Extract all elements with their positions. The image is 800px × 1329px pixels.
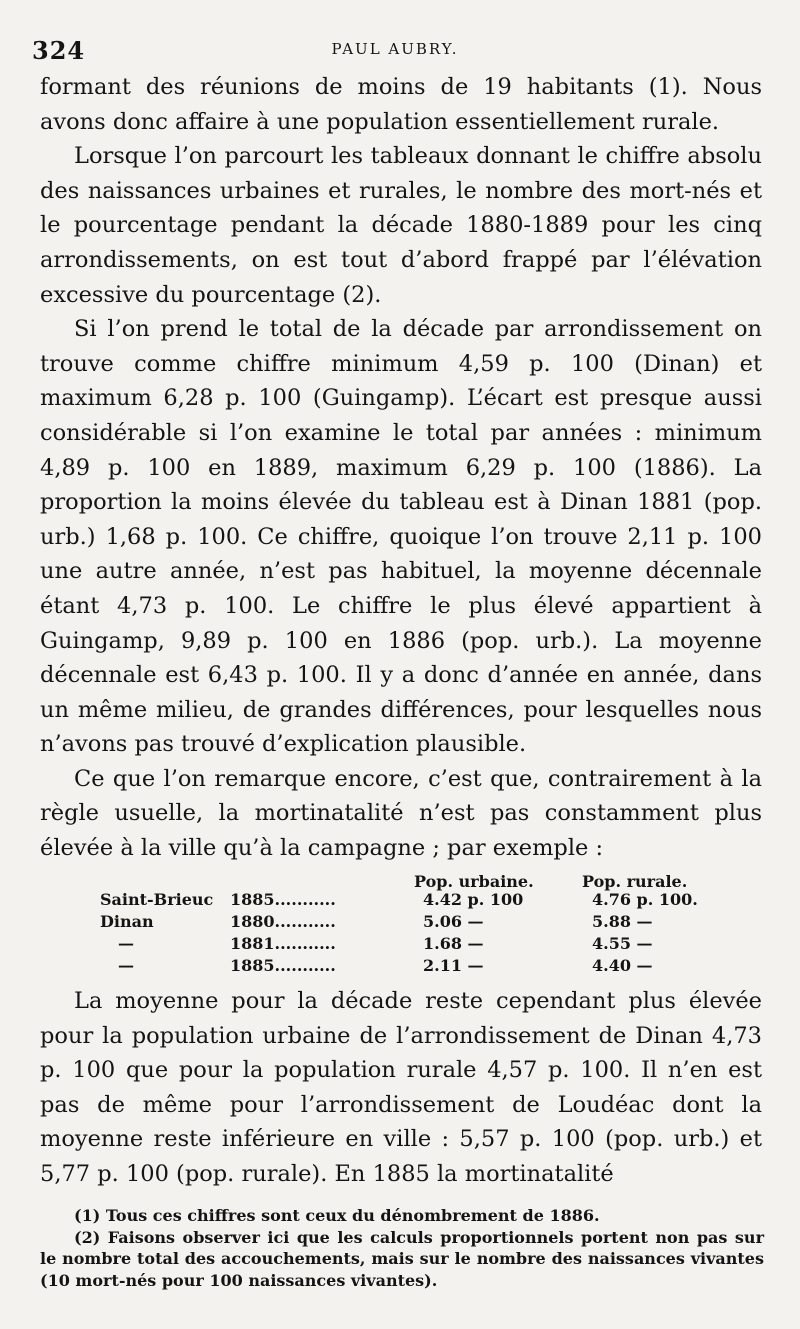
rural-cell: 4.40 — bbox=[592, 956, 653, 975]
footnote: (2) Faisons observer ici que les calculs proportionnels portent non pas sur le nombre total des accouchements, mais sur le nombre des naissances vivantes (10 mort-nés pour 100 naissances vivantes). bbox=[40, 1227, 764, 1290]
table-row bbox=[40, 912, 762, 934]
footnotes bbox=[40, 1205, 764, 1291]
rural-cell: 4.76 p. 100. bbox=[592, 890, 698, 909]
urban-cell: 1.68 — bbox=[423, 934, 484, 953]
place-cell: Dinan bbox=[100, 912, 154, 931]
paragraph: La moyenne pour la décade reste cependant plus élevée pour la population urbaine de l’arrondissement de Dinan 4,73 p. 100 que pour la population rurale 4,57 p. 100. Il n’en est pas de même pour l’arrondissement de Loudéac dont la moyenne reste inférieure en ville : 5,57 p. 100 (pop. urb.) et 5,77 p. 100 (pop. rurale). En 1885 la mortinatalité bbox=[40, 988, 762, 1187]
year-cell: 1885........... bbox=[230, 890, 336, 909]
place-cell: — bbox=[118, 956, 134, 975]
page-number: 324 bbox=[32, 36, 86, 65]
year-cell: 1880........... bbox=[230, 912, 336, 931]
running-head: PAUL AUBRY. bbox=[331, 40, 459, 58]
footnote: (1) Tous ces chiffres sont ceux du dénombrement de 1886. bbox=[74, 1206, 600, 1225]
urban-cell: 4.42 p. 100 bbox=[423, 890, 524, 909]
stillbirth-table bbox=[40, 868, 762, 978]
column-header-urban: Pop. urbaine. bbox=[414, 872, 534, 891]
rural-cell: 5.88 — bbox=[592, 912, 653, 931]
page-header bbox=[30, 32, 760, 72]
column-header-rural: Pop. rurale. bbox=[582, 872, 688, 891]
urban-cell: 5.06 — bbox=[423, 912, 484, 931]
table-row bbox=[40, 956, 762, 978]
paragraph: Ce que l’on remarque encore, c’est que, contrairement à la règle usuelle, la mortinatalité n’est pas constamment plus élevée à la ville qu’à la campagne ; par exemple : bbox=[40, 765, 762, 862]
paragraph: Lorsque l’on parcourt les tableaux donnant le chiffre absolu des naissances urbaines et rurales, le nombre des mort-nés et le pourcentage pendant la décade 1880-1889 pour les cinq arrondissements, on est tout d’abord frappé par l’élévation excessive du pourcentage (2). bbox=[40, 143, 762, 308]
urban-cell: 2.11 — bbox=[423, 956, 484, 975]
paragraph: formant des réunions de moins de 19 habitants (1). Nous avons donc affaire à une population essentiellement rurale. bbox=[40, 74, 762, 135]
rural-cell: 4.55 — bbox=[592, 934, 653, 953]
paragraph: Si l’on prend le total de la décade par arrondissement on trouve comme chiffre minimum 4,59 p. 100 (Dinan) et maximum 6,28 p. 100 (Guingamp). L’écart est presque aussi considérable si l’on examine le total par années : minimum 4,89 p. 100 en 1889, maximum 6,29 p. 100 (1886). La proportion la moins élevée du tableau est à Dinan 1881 (pop. urb.) 1,68 p. 100. Ce chiffre, quoique l’on trouve 2,11 p. 100 une autre année, n’est pas habituel, la moyenne décennale étant 4,73 p. 100. Le chiffre le plus élevé appartient à Guingamp, 9,89 p. 100 en 1886 (pop. urb.). La moyenne décennale est 6,43 p. 100. Il y a donc d’année en année, dans un même milieu, de grandes différences, pour lesquelles nous n’avons pas trouvé d’explication plausible. bbox=[40, 316, 762, 758]
year-cell: 1881........... bbox=[230, 934, 336, 953]
year-cell: 1885........... bbox=[230, 956, 336, 975]
table-row bbox=[40, 890, 762, 912]
place-cell: — bbox=[118, 934, 134, 953]
place-cell: Saint-Brieuc bbox=[100, 890, 214, 909]
table-row bbox=[40, 934, 762, 956]
closing-text bbox=[40, 984, 762, 1191]
body-text bbox=[40, 70, 762, 866]
